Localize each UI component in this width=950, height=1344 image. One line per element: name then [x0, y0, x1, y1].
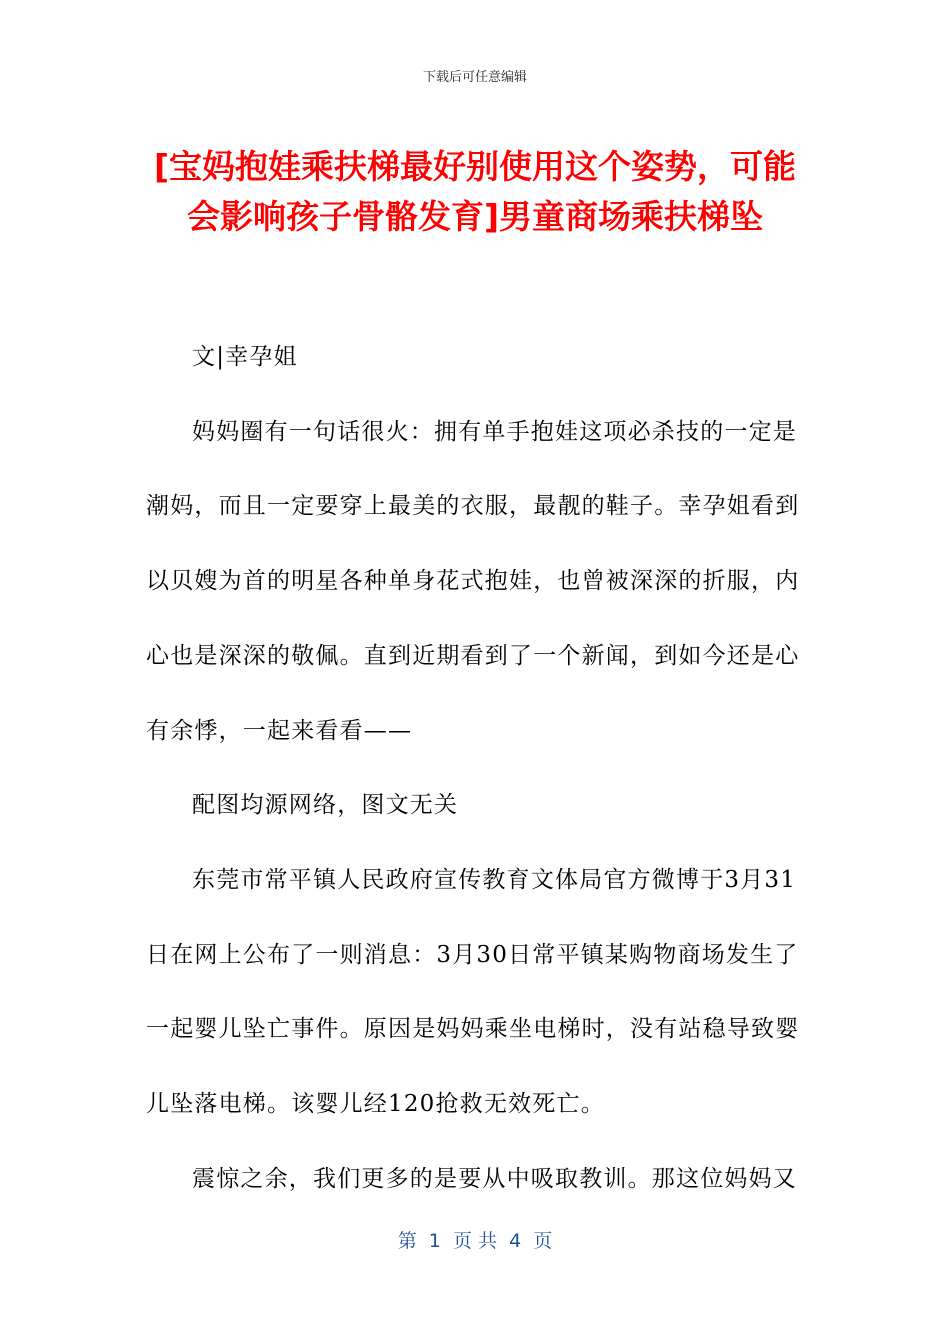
page-footer: 第 1 页 共 4 页: [397, 1230, 553, 1252]
paragraph-byline: [146, 320, 796, 395]
paragraph-line: 震惊之余，我们更多的是要从中吸取教训。那这位妈妈又: [192, 1165, 797, 1192]
paragraph-line: 东莞市常平镇人民政府宣传教育文体局官方微博于3月31: [192, 866, 797, 893]
paragraph-line: 日在网上公布了一则消息：3月30日常平镇某购物商场发生了: [146, 941, 799, 968]
document-title: [110, 142, 840, 242]
paragraph-news: [146, 843, 800, 1142]
paragraph-line: 有余悸，一起来看看——: [146, 717, 413, 744]
title-line-1: [宝妈抱娃乘扶梯最好别使用这个姿势，可能: [153, 147, 797, 186]
paragraph-reflection: [146, 1142, 796, 1217]
paragraph-image-note: [146, 768, 796, 843]
paragraph-line: 文|幸孕姐: [192, 344, 298, 370]
paragraph-line: 心也是深深的敬佩。直到近期看到了一个新闻，到如今还是心: [146, 642, 800, 669]
title-line-2: 会影响孩子骨骼发育]男童商场乘扶梯坠: [186, 197, 764, 236]
paragraph-line: 一起婴儿坠亡事件。原因是妈妈乘坐电梯时，没有站稳导致婴: [146, 1016, 800, 1043]
paragraph-intro: [146, 395, 800, 769]
header-note: 下载后可任意编辑: [422, 70, 527, 85]
paragraph-line: 潮妈，而且一定要穿上最美的衣服，最靓的鞋子。幸孕姐看到: [146, 493, 800, 520]
document-body: [146, 320, 800, 1216]
paragraph-line: 配图均源网络，图文无关: [192, 792, 459, 819]
paragraph-line: 妈妈圈有一句话很火：拥有单手抱娃这项必杀技的一定是: [192, 418, 797, 445]
paragraph-line: 以贝嫂为首的明星各种单身花式抱娃，也曾被深深的折服，内: [146, 568, 800, 595]
paragraph-line: 儿坠落电梯。该婴儿经120抢救无效死亡。: [146, 1091, 605, 1118]
